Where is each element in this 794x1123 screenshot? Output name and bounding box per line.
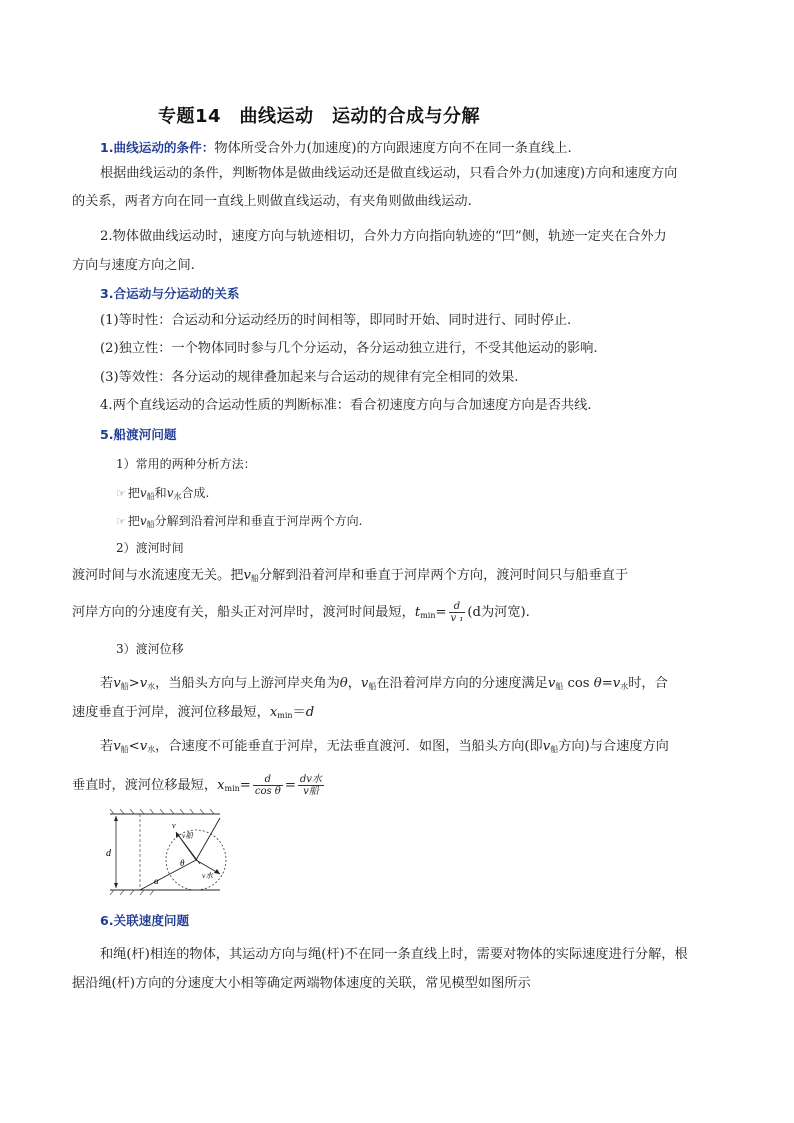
paragraph-5-time-2: 河岸方向的分速度有关，船头正对河岸时，渡河时间最短，$t_{min}=$ $\frac{d}{\text{v ₁}}$ (d为河宽). [72,601,530,624]
paragraph-3b: (2)独立性：一个物体同时参与几个分运动，各分运动独立进行，不受其他运动的影响. [100,341,598,356]
subsection-5-2: 2）渡河时间 [116,541,184,555]
section-1-heading: 1.曲线运动的条件： [100,140,215,155]
diagram-label-vshui: v水 [202,871,213,880]
pointing-hand-icon: ☞ [116,515,126,528]
paragraph-6a: 和绳(杆)相连的物体，其运动方向与绳(杆)不在同一条直线上时，需要对物体的实际速度进行分解，根 [100,947,688,962]
paragraph-4: 4.两个直线运动的合运动性质的判断标准：看合初速度方向与合加速度方向是否共线. [100,398,592,413]
paragraph-5-disp-3: 若$v_船<v_水$，合速度不可能垂直于河岸，无法垂直渡河．如图，当船头方向(即$v_船$方向)与合速度方向 [100,739,669,754]
page-title: 专题14 曲线运动 运动的合成与分解 [158,106,481,127]
bullet-item-2: ☞ 把$v_船$分解到沿着河岸和垂直于河岸两个方向. [116,514,363,529]
paragraph-6b: 据沿绳(杆)方向的分速度大小相等确定两端物体速度的关联，常见模型如图所示 [72,976,531,991]
diagram-label-d: d [106,848,111,859]
pointing-hand-icon: ☞ [116,487,126,500]
paragraph-5-disp-1: 若$v_船>v_水$，当船头方向与上游河岸夹角为θ，$v_船$在沿着河岸方向的分速度满足$v_船$ $\cos \theta=v_水$时，合 [100,676,668,691]
paragraph-2b: 方向与速度方向之间. [72,258,195,273]
paragraph-3a: (1)等时性：合运动和分运动经历的时间相等，即同时开始、同时进行、同时停止. [100,313,572,328]
paragraph-5-disp-4: 垂直时，渡河位移最短，$x_{min}=$ $\frac{d}{\text{cos θ}}$ = $\frac{\text{dv水}}{\text{v船}}$ [72,774,322,797]
diagram-label-theta: θ [180,858,185,868]
section-3-heading: 3.合运动与分运动的关系 [100,286,240,301]
river-crossing-diagram [100,804,240,904]
diagram-label-vchuan: v船 [182,831,193,840]
section-1-line [100,139,760,158]
bullet-item-1: ☞ 把$v_船$和$v_水$合成. [116,486,210,501]
paragraph-3c: (3)等效性：各分运动的规律叠加起来与合运动的规律有完全相同的效果. [100,370,519,385]
paragraph-2a: 2.物体做曲线运动时，速度方向与轨迹相切，合外力方向指向轨迹的“凹”侧，轨迹一定夹在合外力 [100,229,667,244]
diagram-label-v: v [172,821,176,830]
paragraph-1a: 根据曲线运动的条件，判断物体是做曲线运动还是做直线运动，只看合外力(加速度)方向和速度方向 [100,166,678,181]
paragraph-1b: 的关系，两者方向在同一直线上则做直线运动，有夹角则做曲线运动. [72,194,472,209]
fraction-tmin: $\frac{d}{\text{v ₁}}$ [450,601,464,624]
fraction-cos: $\frac{d}{\text{cos θ}}$ [254,774,281,797]
section-5-heading: 5.船渡河问题 [100,427,177,442]
subsection-5-1: 1）常用的两种分析方法： [116,457,256,471]
diagram-label-alpha: α [154,876,159,886]
section-6-heading: 6.关联速度问题 [100,913,190,928]
paragraph-5-time-1: 渡河时间与水流速度无关。把$v_船$分解到沿着河岸和垂直于河岸两个方向，渡河时间只与船垂直于 [72,568,629,583]
subsection-5-3: 3）渡河位移 [116,642,184,656]
section-1-text: 物体所受合外力(加速度)的方向跟速度方向不在同一条直线上. [214,141,572,156]
fraction-dv: $\frac{\text{dv水}}{\text{v船}}$ [299,774,322,797]
paragraph-5-disp-2: 速度垂直于河岸，渡河位移最短，$x_{min}=d$ [72,705,315,720]
